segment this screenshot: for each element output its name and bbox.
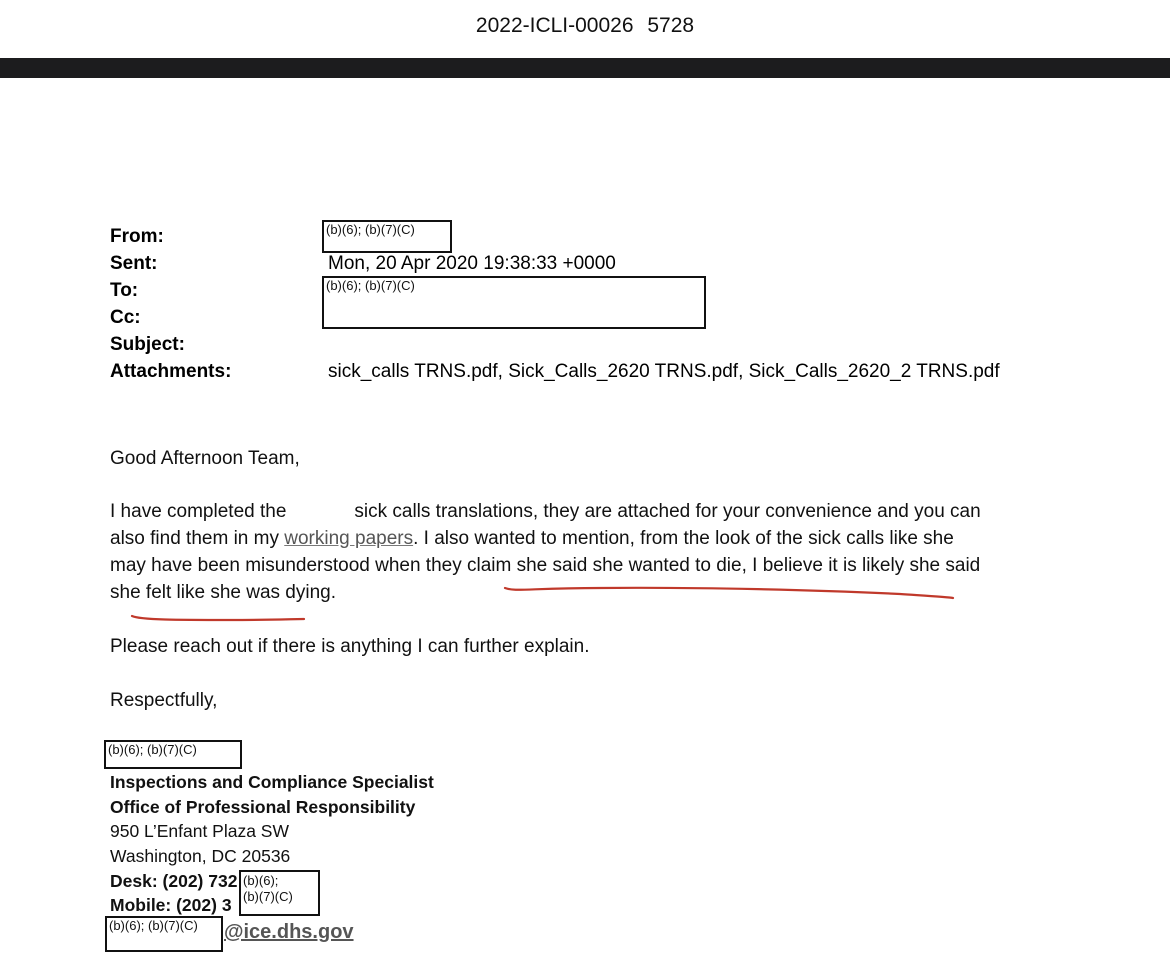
para1-part2: sick calls translations, they are attached for your convenience and you can — [354, 501, 981, 522]
working-papers-link[interactable]: working papers — [284, 528, 414, 549]
paragraph-main — [110, 498, 1050, 606]
attachments-value: sick_calls TRNS.pdf, Sick_Calls_2620 TRNS.pdf, Sick_Calls_2620_2 TRNS.pdf — [328, 361, 1000, 382]
signature-desk: Desk: (202) 732 — [110, 871, 238, 891]
signature-address1: 950 L’Enfant Plaza SW — [110, 821, 289, 841]
para1-line4: she felt like she was dying. — [110, 582, 337, 603]
closing: Respectfully, — [110, 690, 218, 711]
para1-part1: I have completed the — [110, 501, 287, 522]
para1-line2-b: . I also wanted to mention, from the look of the sick calls like she — [413, 528, 954, 549]
document-id: 2022-ICLI-00026 5728 — [475, 14, 695, 37]
para1-line3: may have been misunderstood when they claim she said she wanted to die, I believe it is likely she said — [110, 555, 981, 576]
greeting: Good Afternoon Team, — [110, 448, 300, 469]
email-domain-link[interactable]: @ice.dhs.gov — [224, 921, 354, 943]
redaction-signature-name: (b)(6); (b)(7)(C) — [104, 740, 242, 769]
redaction-phone-line2: (b)(7)(C) — [243, 889, 293, 904]
sent-label: Sent: — [110, 253, 158, 274]
attachments-label: Attachments: — [110, 361, 232, 382]
signature-title: Inspections and Compliance Specialist — [110, 772, 434, 792]
signature-address2: Washington, DC 20536 — [110, 846, 291, 866]
subject-label: Subject: — [110, 334, 185, 355]
redaction-from: (b)(6); (b)(7)(C) — [322, 220, 452, 253]
red-underline-2 — [132, 616, 304, 620]
paragraph-reach-out: Please reach out if there is anything I can further explain. — [110, 636, 590, 657]
redaction-email: (b)(6); (b)(7)(C) — [105, 916, 223, 952]
signature-office: Office of Professional Responsibility — [110, 797, 416, 817]
redaction-bar — [0, 58, 1170, 78]
cc-label: Cc: — [110, 307, 141, 328]
to-label: To: — [110, 280, 139, 301]
from-label: From: — [110, 226, 164, 247]
redaction-phone-line1: (b)(6); — [243, 873, 279, 888]
para1-line2-a: also find them in my — [110, 528, 279, 549]
signature-mobile: Mobile: (202) 3 — [110, 895, 232, 915]
redaction-to: (b)(6); (b)(7)(C) — [322, 276, 706, 329]
redaction-phone — [239, 870, 320, 916]
sent-value: Mon, 20 Apr 2020 19:38:33 +0000 — [328, 253, 616, 274]
